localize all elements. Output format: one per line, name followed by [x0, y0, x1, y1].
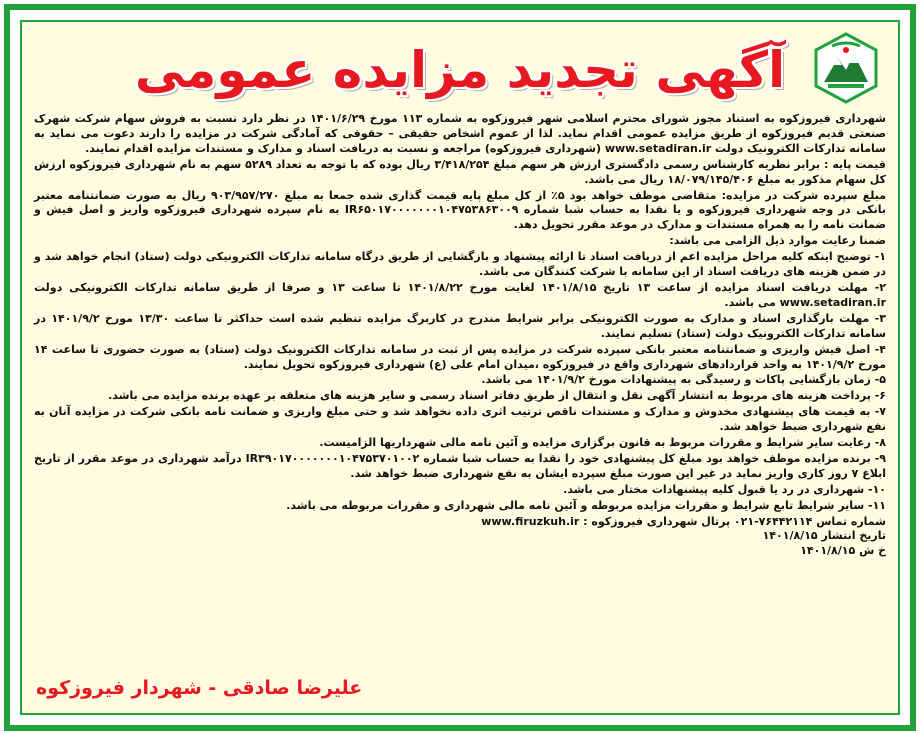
base-price-paragraph: قیمت پایه : برابر نظریه کارشناس رسمی دادگستری ارزش هر سهم مبلغ ۳/۴۱۸/۲۵۴ ریال بوده که با توجه به تعداد ۵۲۸۹ سهم به نام شهرداری فیروزکوه ارزش کل سهام مذکور به مبلغ ۱۸/۰۷۹/۱۴۵/۴۰۶ ریال می باشد. — [34, 157, 886, 186]
advertisement-frame — [4, 4, 916, 731]
reference-number: خ ش ۱۴۰۱/۸/۱۵ — [800, 544, 886, 558]
conditions-list — [34, 250, 886, 513]
signature: علیرضا صادقی - شهردار فیروزکوه — [36, 677, 363, 699]
condition-item: ۸- رعایت سایر شرایط و مقررات مربوط به قانون برگزاری مزایده و آئین نامه مالی شهرداریها الزامیست. — [319, 436, 886, 450]
condition-item: ۳- مهلت بارگذاری اسناد و مدارک به صورت الکترونیکی برابر شرایط مندرج در کاربرگ مزایده تنظیم شده است حداکثر تا ساعت ۱۳/۳۰ مورخ ۱۴۰۱/۹/۲ در سامانه تدارکات الکترونیک دولت (ستاد) تسلیم نمایند. — [34, 311, 886, 340]
condition-item: ۹- برنده مزایده موظف خواهد بود مبلغ کل پیشنهادی خود را نقدا به حساب شبا شماره IR۳۹۰۱۷۰۰۰۰۰۰۰۱۰۴۷۵۳۷۰۱۰۰۲ درآمد شهرداری در موعد مقرر از تاریخ ابلاغ ۷ روز کاری واریز نماید در غیر این صورت مبلغ سپرده ایشان به نفع شهرداری ضبط خواهد شد. — [34, 451, 886, 480]
announcement-body — [34, 112, 886, 703]
publish-date: تاریخ انتشار ۱۴۰۱/۸/۱۵ — [762, 529, 886, 543]
page-title: آگهی تجدید مزایده عمومی — [134, 41, 786, 99]
intro-paragraph: شهرداری فیروزکوه به استناد مجوز شورای محترم اسلامی شهر فیروزکوه به شماره ۱۱۳ مورخ ۱۴۰۱/۶/۲۹ در نظر دارد نسبت به فروش سهام شرکت شهرک صنعتی قدیم فیروزکوه از طریق مزایده عمومی اقدام نماید. لذا از عموم اشخاص حقیقی – حقوقی که آمادگی شرکت در مزایده را دارند دعوت می نماید به سامانه تدارکات الکترونیک دولت www.setadiran.ir (شهرداری فیروزکوه) مراجعه و نسبت به دریافت اسناد و مدارک و مستندات مزایده اقدام نمایند. — [34, 112, 886, 155]
condition-item: ۱۱- سایر شرایط تابع شرایط و مقررات مزایده مربوطه و آئین نامه مالی شهرداری و مقررات مربوطه می باشد. — [286, 498, 886, 512]
condition-item: ۷- به قیمت های پیشنهادی مخدوش و مدارک و مستندات ناقص ترتیب اثری داده نخواهد شد و حتی مبلغ واریزی و ضمانت نامه بانکی شرکت در مزایده آنان به نفع شهرداری ضبط خواهد شد. — [34, 405, 886, 434]
advertisement-panel — [20, 20, 900, 715]
condition-item: ۴- اصل فیش واریزی و ضمانتنامه معتبر بانکی سپرده شرکت در مزایده پس از ثبت در سامانه تدارکات الکترونیک دولت (ستاد) به صورت حضوری تا ساعت ۱۴ مورخ ۱۴۰۱/۹/۲ به واحد قراردادهای شهرداری واقع در فیروزکوه ،میدان امام علی (ع) شهرداری فیروزکوه تحویل نمایند. — [34, 342, 886, 371]
deposit-paragraph: مبلغ سپرده شرکت در مزایده: متقاضی موظف خواهد بود ۵٪ از کل مبلغ پایه قیمت گذاری شده جمعا به مبلغ ۹۰۳/۹۵۷/۲۷۰ ریال به صورت ضمانتنامه معتبر بانکی در وجه شهرداری فیروزکوه و یا نقدا به حساب شبا شماره IR۶۵۰۱۷۰۰۰۰۰۰۰۱۰۴۷۵۳۸۶۳۰۰۹ به نام سپرده شهرداری فیروزکوه واریز و اصل فیش و ضمانت نامه را به همراه مستندات و مدارک در موعد مقرر تحویل دهد. — [34, 188, 887, 232]
condition-item: ۱۰- شهرداری در رد یا قبول کلیه پیشنهادات مختار می باشد. — [563, 482, 886, 496]
condition-item: ۱- توضیح اینکه کلیه مراحل مزایده اعم از دریافت اسناد تا ارائه پیشنهاد و بازگشایی از طریق درگاه سامانه تدارکات الکترونیکی دولت (ستاد) انجام خواهد شد و در ضمن هزینه های دریافت اسناد از این سامانه با شرکت کنندگان می باشد. — [34, 250, 886, 279]
condition-item: ۶- پرداخت هزینه های مربوط به انتشار آگهی نقل و انتقال از طریق دفاتر اسناد رسمی و سایر هزینه های متعلقه بر عهده برنده مزایده می باشد. — [108, 389, 886, 403]
condition-item: ۵- زمان بازگشایی پاکات و رسیدگی به پیشنهادات مورخ ۱۴۰۱/۹/۲ می باشد. — [481, 373, 886, 387]
footer-meta — [34, 515, 886, 560]
condition-item: ۲- مهلت دریافت اسناد مزایده از ساعت ۱۳ تاریخ ۱۴۰۱/۸/۱۵ لغایت مورخ ۱۴۰۱/۸/۲۲ تا ساعت ۱۳ و صرفا از طریق سامانه تدارکات الکترونیکی دولت www.setadiran.ir می باشد. — [34, 280, 887, 309]
contact-line: شماره تماس ۷۶۴۴۲۱۱۴-۰۲۱ پرتال شهرداری فیروزکوه : www.firuzkuh.ir — [481, 514, 886, 528]
conditions-heading: ضمنا رعایت موارد ذیل الزامی می باشد: — [669, 234, 886, 248]
